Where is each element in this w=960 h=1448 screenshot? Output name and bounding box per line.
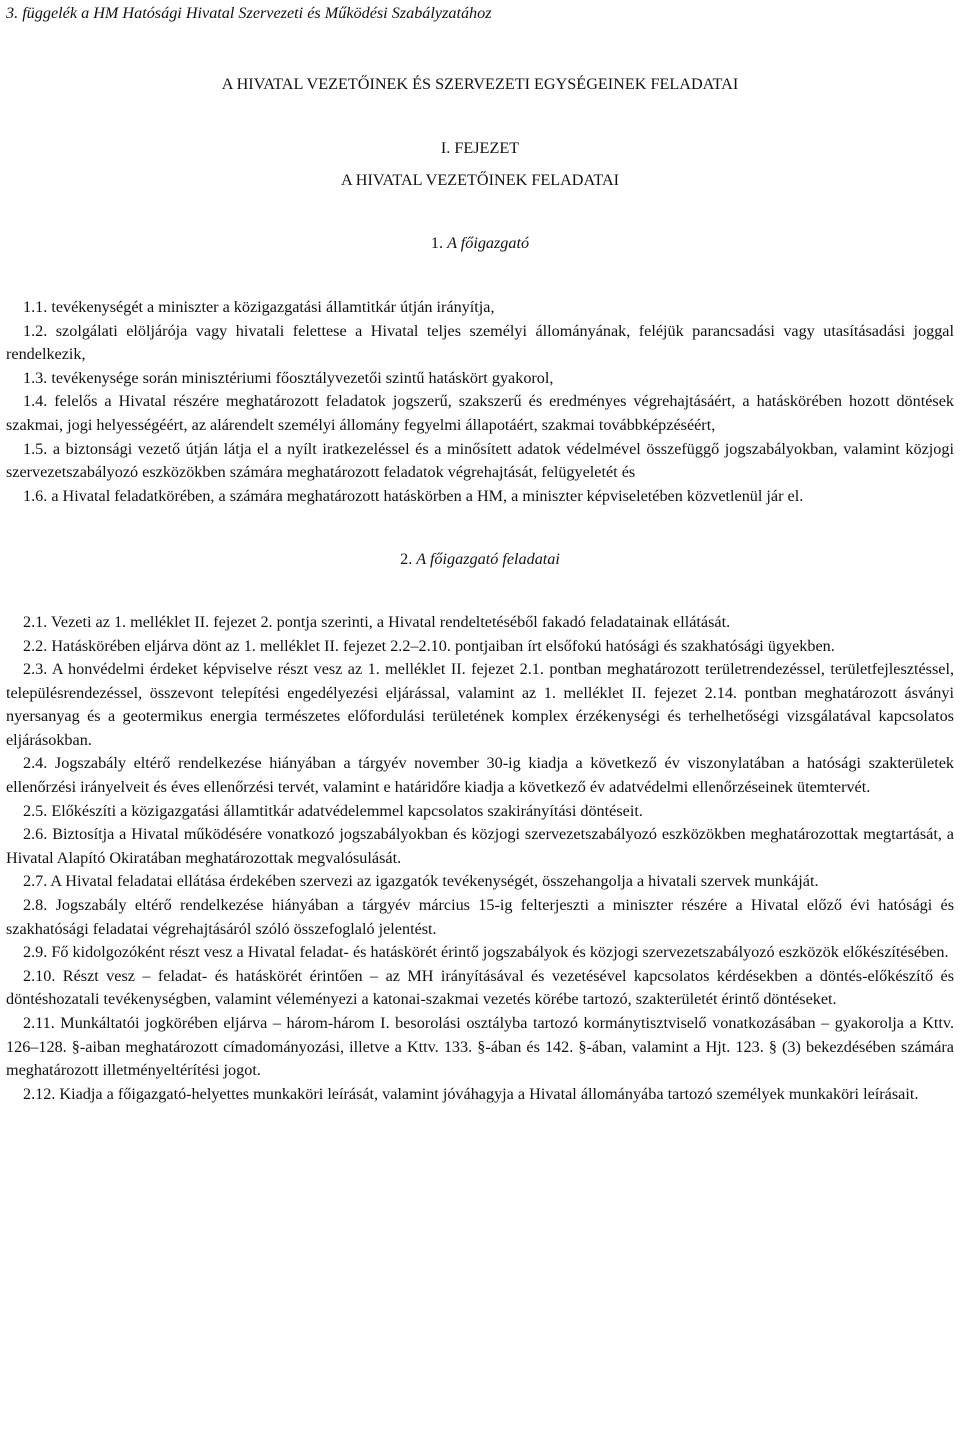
paragraph-2-1: 2.1. Vezeti az 1. melléklet II. fejezet 2. pontja szerinti, a Hivatal rendeltetéséből fakadó feladatainak ellátását. <box>23 612 731 631</box>
paragraph-2-2: 2.2. Hatáskörében eljárva dönt az 1. melléklet II. fejezet 2.2–2.10. pontjaiban írt elsőfokú hatósági és szakhatósági ügyekben. <box>23 636 835 655</box>
paragraph-1-6: 1.6. a Hivatal feladatkörében, a számára meghatározott hatáskörben a HM, a miniszter képviseletében közvetlenül jár el. <box>23 486 804 505</box>
paragraph-2-8: 2.8. Jogszabály eltérő rendelkezése hiányában a tárgyév március 15-ig felterjeszti a miniszter részére a Hivatal előző évi hatósági és szakhatósági feladatai végrehajtásáról szóló összefoglaló jelentést. <box>6 896 954 938</box>
paragraph-2-10: 2.10. Részt vesz – feladat- és hatáskörét érintően – az MH irányításával és vezetésével kapcsolatos kérdésekben a döntés-előkészítő és döntéshozatali tevékenységben, valamint véleményezi a katonai-szakmai vezetés körébe tartozó, szakterületét érintő döntéseket. <box>6 966 954 1009</box>
paragraph-1-3: 1.3. tevékenysége során minisztériumi főosztályvezetői szintű hatáskört gyakorol, <box>23 368 554 387</box>
page-header: 3. függelék a HM Hatósági Hivatal Szervezeti és Működési Szabályzatához <box>6 4 492 22</box>
section-heading-2 <box>6 548 954 572</box>
chapter-number: I. FEJEZET <box>440 139 520 158</box>
section-2-body <box>6 611 954 1106</box>
paragraph-2-6: 2.6. Biztosítja a Hivatal működésére vonatkozó jogszabályokban és közjogi szervezetszabályozó eszközökben meghatározottak megtartását, a Hivatal Alapító Okiratában meghatározottak megvalósulását. <box>6 825 954 867</box>
section-title: A főigazgató <box>447 234 530 253</box>
paragraph-2-5: 2.5. Előkészíti a közigazgatási államtitkár adatvédelemmel kapcsolatos szakirányítási döntéseit. <box>23 801 643 820</box>
section-1-body <box>6 296 954 508</box>
paragraph-2-4: 2.4. Jogszabály eltérő rendelkezése hiányában a tárgyév november 30-ig kiadja a következő év viszonylatában a hatósági szakterületek ellenőrzési irányelveit és éves ellenőrzési tervét, valamint e határidőre kiadja a következő év adatvédelmi ellenőrzéseinek ütemtervét. <box>6 754 954 797</box>
paragraph-1-2: 1.2. szolgálati elöljárója vagy hivatali felettese a Hivatal teljes személyi állományának, feléjük parancsadási vagy utasításadási joggal rendelkezik, <box>6 321 954 364</box>
section-number: 2. <box>400 550 413 569</box>
paragraph-2-11: 2.11. Munkáltatói jogkörében eljárva – három-három I. besorolási osztályba tartozó kormánytisztviselő vonatkozásában – gyakorolja a Kttv. 126–128. §-aiban meghatározott címadományozási, illetve a Kttv. 133. §-ában és 142. §-ában, valamint a Hjt. 123. § (3) bekezdésében számára meghatározott illetményeltérítési jogot. <box>6 1014 954 1080</box>
paragraph-1-5: 1.5. a biztonsági vezető útján látja el a nyílt iratkezeléssel és a minősített adatok védelmével összefüggő jogszabályokban, valamint közjogi szervezetszabályozó eszközökben számára meghatározott feladatok végrehajtását, felügyeletét és <box>6 439 954 482</box>
paragraph-2-9: 2.9. Fő kidolgozóként részt vesz a Hivatal feladat- és hatáskörét érintő jogszabályok és közjogi szervezetszabályozó eszközök előkészítésében. <box>23 943 949 962</box>
paragraph-2-7: 2.7. A Hivatal feladatai ellátása érdekében szervezi az igazgatók tevékenységét, összehangolja a hivatali szervek munkáját. <box>23 872 819 891</box>
paragraph-1-4: 1.4. felelős a Hivatal részére meghatározott feladatok jogszerű, szakszerű és eredményes végrehajtásáért, a hatáskörében hozott döntések szakmai, jogi helyességéért, az alárendelt személyi állomány fegyelmi állapotáért, szakmai továbbképzéséért, <box>6 392 954 434</box>
section-heading-1 <box>6 232 954 256</box>
section-number: 1. <box>430 234 444 253</box>
document-title: A HIVATAL VEZETŐINEK ÉS SZERVEZETI EGYSÉGEINEK FELADATAI <box>221 74 739 93</box>
paragraph-2-12: 2.12. Kiadja a főigazgató-helyettes munkaköri leírását, valamint jóváhagyja a Hivatal állományába tartozó személyek munkaköri leírásait. <box>23 1084 919 1103</box>
paragraph-2-3: 2.3. A honvédelmi érdeket képviselve részt vesz az 1. melléklet II. fejezet 2.1. pontban meghatározott területrendezéssel, területfejlesztéssel, településrendezéssel, összevont telepítési engedélyezési eljárással, valamint az 1. melléklet II. fejezet 2.14. pontban meghatározott ásványi nyersanyag és a geotermikus energia természetes előfordulási területének komplex érzékenységi és terhelhetőségi vizsgálatával kapcsolatos eljárásokban. <box>6 660 954 749</box>
section-title: A főigazgató feladatai <box>416 550 560 569</box>
chapter-title: A HIVATAL VEZETŐINEK FELADATAI <box>340 170 620 189</box>
paragraph-1-1: 1.1. tevékenységét a miniszter a közigazgatási államtitkár útján irányítja, <box>23 297 495 316</box>
